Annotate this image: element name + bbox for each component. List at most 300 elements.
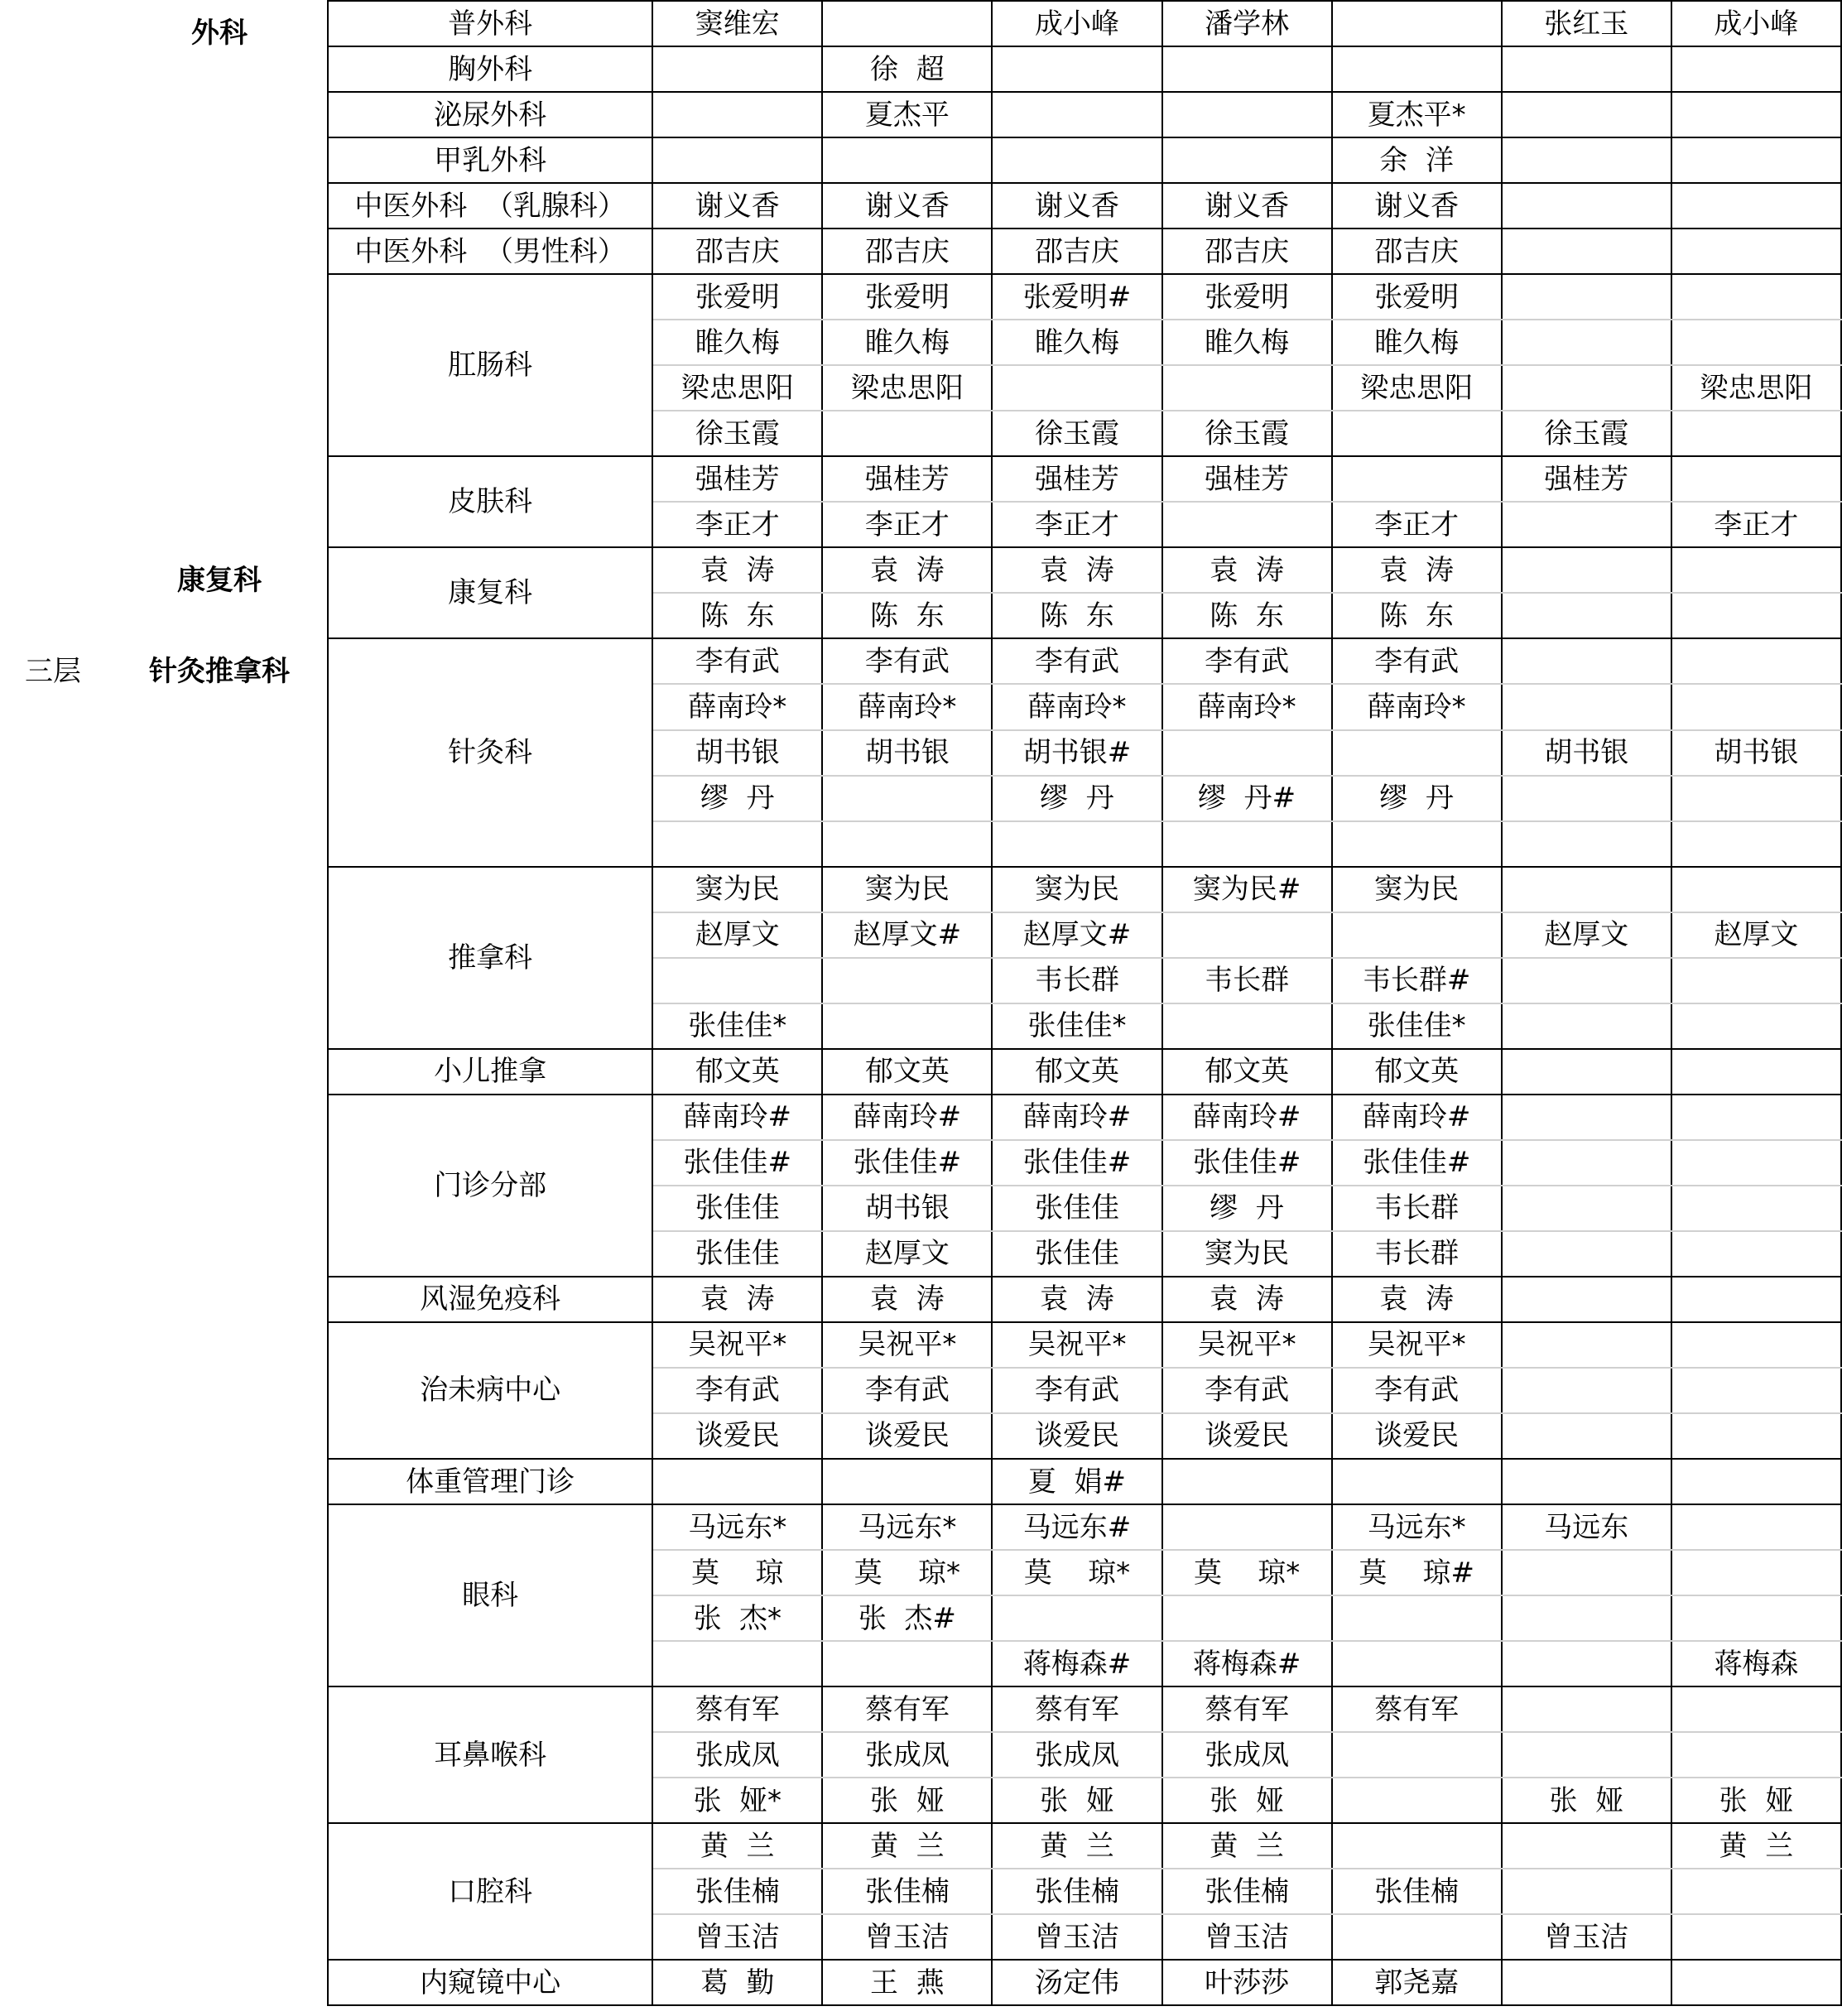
doctor-cell: 徐玉霞 [992,411,1161,456]
doctor-cell: 梁忠思阳 [1332,365,1502,411]
doctor-cell: 睢久梅 [1332,320,1502,365]
doctor-cell [822,411,992,456]
doctor-cell: 缪 丹 [992,776,1161,821]
department-name: 门诊分部 [328,1095,652,1277]
doctor-cell: 李有武 [822,638,992,684]
doctor-cell [652,1459,822,1504]
doctor-cell: 薛南玲* [652,684,822,729]
doctor-cell: 张佳楠 [1332,1869,1502,1914]
doctor-cell: 李有武 [1162,1368,1332,1413]
department-name: 胸外科 [328,46,652,92]
doctor-cell [652,958,822,1003]
doctor-cell: 张 杰# [822,1595,992,1641]
doctor-cell: 蔡有军 [1162,1686,1332,1732]
doctor-cell: 张红玉 [1502,1,1671,46]
doctor-cell: 张 杰* [652,1595,822,1641]
doctor-cell [1502,1186,1671,1231]
schedule-row [328,1049,1841,1095]
doctor-cell: 梁忠思阳 [822,365,992,411]
doctor-cell [1671,46,1841,92]
doctor-cell: 张佳佳 [992,1231,1161,1277]
department-name: 口腔科 [328,1823,652,1960]
doctor-cell [1502,137,1671,183]
doctor-cell [1671,1003,1841,1049]
doctor-cell [1502,1322,1671,1368]
doctor-cell [992,137,1161,183]
department-name: 内窥镜中心 [328,1960,652,2005]
doctor-cell: 李正才 [1671,502,1841,547]
doctor-cell: 蔡有军 [652,1686,822,1732]
doctor-cell: 窦维宏 [652,1,822,46]
doctor-cell: 张爱明 [1162,274,1332,320]
doctor-cell: 吴祝平* [992,1322,1161,1368]
doctor-cell: 强桂芳 [992,456,1161,502]
doctor-cell [1671,1413,1841,1459]
doctor-cell: 马远东# [992,1504,1161,1550]
doctor-cell: 赵厚文 [1502,912,1671,958]
doctor-cell [1162,92,1332,137]
doctor-cell: 窦为民 [652,867,822,912]
doctor-cell: 蔡有军 [1332,1686,1502,1732]
doctor-cell: 张 娅 [1671,1778,1841,1823]
schedule-row [328,1,1841,46]
doctor-cell [1162,1595,1332,1641]
doctor-cell: 张佳佳# [652,1140,822,1186]
doctor-cell: 张爱明 [822,274,992,320]
doctor-cell [652,137,822,183]
doctor-cell: 张佳楠 [1162,1869,1332,1914]
doctor-cell: 余 洋 [1332,137,1502,183]
doctor-cell: 谢义香 [652,183,822,229]
doctor-cell: 邵吉庆 [822,229,992,274]
doctor-cell: 汤定伟 [992,1960,1161,2005]
doctor-cell: 莫 琼* [1162,1550,1332,1595]
doctor-cell [1502,867,1671,912]
doctor-cell: 夏杰平* [1332,92,1502,137]
doctor-cell: 张佳佳# [1332,1140,1502,1186]
doctor-cell [1502,229,1671,274]
doctor-cell: 张 娅* [652,1778,822,1823]
doctor-cell [1502,1550,1671,1595]
doctor-cell: 郁文英 [1162,1049,1332,1095]
doctor-cell: 胡书银 [652,730,822,776]
doctor-cell [1162,1459,1332,1504]
doctor-cell [1502,684,1671,729]
doctor-cell: 袁 涛 [992,547,1161,593]
doctor-cell [1502,1095,1671,1140]
doctor-cell: 张成凤 [992,1732,1161,1778]
doctor-cell: 曾玉洁 [652,1914,822,1960]
doctor-cell [1502,1231,1671,1277]
doctor-cell: 薛南玲# [992,1095,1161,1140]
doctor-cell: 薛南玲# [822,1095,992,1140]
doctor-cell [1671,684,1841,729]
department-name: 推拿科 [328,867,652,1049]
schedule-row [328,1277,1841,1322]
doctor-cell [1671,1186,1841,1231]
doctor-cell: 强桂芳 [822,456,992,502]
doctor-cell [1502,1641,1671,1686]
doctor-cell: 薛南玲* [992,684,1161,729]
doctor-cell: 窦为民 [1332,867,1502,912]
doctor-cell [1671,229,1841,274]
department-name: 康复科 [328,547,652,638]
doctor-cell: 缪 丹 [1332,776,1502,821]
doctor-cell: 蔡有军 [822,1686,992,1732]
doctor-cell: 睢久梅 [992,320,1161,365]
doctor-cell [1502,1003,1671,1049]
doctor-cell: 徐玉霞 [1162,411,1332,456]
doctor-cell [1332,821,1502,867]
doctor-cell: 陈 东 [822,593,992,638]
doctor-cell: 李有武 [1332,1368,1502,1413]
doctor-cell: 袁 涛 [1162,547,1332,593]
doctor-cell: 邵吉庆 [1332,229,1502,274]
doctor-cell: 韦长群 [1162,958,1332,1003]
floor-label: 三层 [25,655,81,688]
doctor-cell [1162,46,1332,92]
doctor-cell: 吴祝平* [822,1322,992,1368]
doctor-cell: 赵厚文 [822,1231,992,1277]
doctor-cell: 马远东* [1332,1504,1502,1550]
doctor-cell [1332,912,1502,958]
doctor-cell: 叶莎莎 [1162,1960,1332,2005]
doctor-cell: 李有武 [822,1368,992,1413]
doctor-cell: 黄 兰 [652,1823,822,1869]
doctor-cell: 张 娅 [1162,1778,1332,1823]
doctor-cell: 吴祝平* [1162,1322,1332,1368]
doctor-cell [1502,821,1671,867]
doctor-cell: 谢义香 [1332,183,1502,229]
doctor-cell [822,1003,992,1049]
doctor-cell [1502,1140,1671,1186]
doctor-cell: 薛南玲# [1162,1095,1332,1140]
doctor-cell: 黄 兰 [1671,1823,1841,1869]
schedule-row [328,867,1841,912]
schedule-row [328,183,1841,229]
doctor-cell: 袁 涛 [652,1277,822,1322]
department-name: 中医外科 （乳腺科） [328,183,652,229]
doctor-cell: 张佳佳# [992,1140,1161,1186]
schedule-table [327,0,1842,2006]
doctor-cell: 夏杰平 [822,92,992,137]
doctor-cell [992,46,1161,92]
doctor-cell: 莫 琼* [992,1550,1161,1595]
doctor-cell: 张爱明 [1332,274,1502,320]
doctor-cell: 袁 涛 [652,547,822,593]
doctor-cell [1332,1595,1502,1641]
doctor-cell [1671,456,1841,502]
doctor-cell: 黄 兰 [1162,1823,1332,1869]
doctor-cell: 谢义香 [992,183,1161,229]
doctor-cell: 陈 东 [1332,593,1502,638]
doctor-cell: 张佳佳# [822,1140,992,1186]
doctor-cell [1162,730,1332,776]
schedule-row [328,1459,1841,1504]
doctor-cell: 韦长群 [1332,1231,1502,1277]
doctor-cell: 莫 琼* [822,1550,992,1595]
doctor-cell: 胡书银 [822,730,992,776]
doctor-cell [1162,912,1332,958]
schedule-row [328,92,1841,137]
doctor-cell [1502,1049,1671,1095]
doctor-cell: 韦长群 [992,958,1161,1003]
department-name: 甲乳外科 [328,137,652,183]
doctor-cell: 张佳佳* [992,1003,1161,1049]
department-name: 肛肠科 [328,274,652,456]
doctor-cell: 谈爱民 [992,1413,1161,1459]
doctor-cell [1671,1095,1841,1140]
doctor-cell: 梁忠思阳 [652,365,822,411]
doctor-cell: 吴祝平* [652,1322,822,1368]
doctor-cell: 蒋梅森# [992,1641,1161,1686]
doctor-cell: 薛南玲# [652,1095,822,1140]
doctor-cell: 缪 丹 [1162,1186,1332,1231]
doctor-cell: 梁忠思阳 [1671,365,1841,411]
doctor-cell: 李有武 [992,638,1161,684]
doctor-cell [992,821,1161,867]
doctor-cell: 谈爱民 [1162,1413,1332,1459]
department-name: 眼科 [328,1504,652,1686]
doctor-cell [992,365,1161,411]
doctor-cell: 李正才 [1332,502,1502,547]
doctor-cell: 郁文英 [822,1049,992,1095]
doctor-cell: 谈爱民 [1332,1413,1502,1459]
doctor-cell: 张成凤 [822,1732,992,1778]
doctor-cell [1671,821,1841,867]
doctor-cell [1671,776,1841,821]
doctor-cell: 马远东* [822,1504,992,1550]
doctor-cell [992,1595,1161,1641]
doctor-cell [1502,547,1671,593]
doctor-cell: 强桂芳 [652,456,822,502]
doctor-cell: 缪 丹# [1162,776,1332,821]
doctor-cell: 胡书银# [992,730,1161,776]
doctor-cell: 王 燕 [822,1960,992,2005]
doctor-cell [822,821,992,867]
doctor-cell [1162,137,1332,183]
doctor-cell: 成小峰 [992,1,1161,46]
doctor-cell: 张佳佳# [1162,1140,1332,1186]
doctor-cell [1671,1686,1841,1732]
doctor-cell [1671,1914,1841,1960]
doctor-cell: 睢久梅 [1162,320,1332,365]
doctor-cell [1502,1368,1671,1413]
schedule-row [328,456,1841,502]
doctor-cell [1671,1504,1841,1550]
doctor-cell: 邵吉庆 [652,229,822,274]
doctor-cell [652,821,822,867]
schedule-row [328,274,1841,320]
doctor-cell [1502,183,1671,229]
department-name: 皮肤科 [328,456,652,547]
doctor-cell: 韦长群 [1332,1186,1502,1231]
doctor-cell [1332,730,1502,776]
doctor-cell [1502,1277,1671,1322]
doctor-cell: 胡书银 [1671,730,1841,776]
doctor-cell: 谢义香 [822,183,992,229]
schedule-row [328,638,1841,684]
doctor-cell: 邵吉庆 [992,229,1161,274]
doctor-cell [1671,1368,1841,1413]
doctor-cell [1502,638,1671,684]
department-name: 针灸科 [328,638,652,866]
doctor-cell: 张成凤 [652,1732,822,1778]
doctor-cell [1671,958,1841,1003]
doctor-cell: 莫 琼 [652,1550,822,1595]
doctor-cell: 强桂芳 [1162,456,1332,502]
doctor-cell: 赵厚文# [822,912,992,958]
doctor-cell: 张佳楠 [822,1869,992,1914]
doctor-cell [992,92,1161,137]
doctor-cell: 张佳佳 [992,1186,1161,1231]
doctor-cell [1671,411,1841,456]
doctor-cell: 薛南玲* [1332,684,1502,729]
department-name: 风湿免疫科 [328,1277,652,1322]
group-label-rehab: 康复科 [177,564,262,597]
doctor-cell [1671,1231,1841,1277]
doctor-cell: 陈 东 [992,593,1161,638]
doctor-cell [1502,1869,1671,1914]
doctor-cell [1671,1049,1841,1095]
doctor-cell: 赵厚文# [992,912,1161,958]
department-name: 治未病中心 [328,1322,652,1459]
schedule-row [328,1823,1841,1869]
doctor-cell [1671,92,1841,137]
doctor-cell: 莫 琼# [1332,1550,1502,1595]
doctor-cell [1162,1504,1332,1550]
doctor-cell [1502,593,1671,638]
doctor-cell: 张佳佳 [652,1231,822,1277]
doctor-cell [1502,1732,1671,1778]
doctor-cell: 蒋梅森# [1162,1641,1332,1686]
doctor-cell: 张 娅 [822,1778,992,1823]
doctor-cell [1332,1778,1502,1823]
doctor-cell [1332,1641,1502,1686]
doctor-cell: 袁 涛 [822,1277,992,1322]
doctor-cell [1502,1960,1671,2005]
doctor-cell: 徐玉霞 [652,411,822,456]
doctor-cell [1502,46,1671,92]
doctor-cell [1671,1732,1841,1778]
schedule-row [328,1095,1841,1140]
doctor-cell: 曾玉洁 [822,1914,992,1960]
doctor-cell: 睢久梅 [822,320,992,365]
group-label-acupuncture: 针灸推拿科 [149,655,290,688]
doctor-cell [1502,1823,1671,1869]
doctor-cell: 胡书银 [822,1186,992,1231]
doctor-cell [1332,1732,1502,1778]
doctor-cell: 郁文英 [1332,1049,1502,1095]
doctor-cell: 张爱明 [652,274,822,320]
doctor-cell [1671,547,1841,593]
doctor-cell: 胡书银 [1502,730,1671,776]
doctor-cell: 李有武 [652,1368,822,1413]
doctor-cell: 曾玉洁 [992,1914,1161,1960]
doctor-cell [1502,958,1671,1003]
department-name: 体重管理门诊 [328,1459,652,1504]
doctor-cell: 张佳佳 [652,1186,822,1231]
doctor-cell: 陈 东 [1162,593,1332,638]
group-label-surgery: 外科 [191,17,248,50]
doctor-cell [822,1641,992,1686]
department-name: 耳鼻喉科 [328,1686,652,1823]
schedule-row [328,1686,1841,1732]
doctor-cell: 郁文英 [652,1049,822,1095]
doctor-cell [1671,274,1841,320]
doctor-cell: 蔡有军 [992,1686,1161,1732]
doctor-cell: 葛 勤 [652,1960,822,2005]
doctor-cell [1502,92,1671,137]
doctor-cell [1671,320,1841,365]
doctor-cell: 袁 涛 [822,547,992,593]
doctor-cell: 韦长群# [1332,958,1502,1003]
doctor-cell [1671,1550,1841,1595]
doctor-cell [1332,1914,1502,1960]
doctor-cell: 李有武 [992,1368,1161,1413]
doctor-cell: 薛南玲* [1162,684,1332,729]
doctor-cell: 谈爱民 [822,1413,992,1459]
doctor-cell: 窦为民 [822,867,992,912]
doctor-cell [822,1,992,46]
doctor-cell [1502,1595,1671,1641]
schedule-row [328,1504,1841,1550]
doctor-cell [1162,1003,1332,1049]
doctor-cell: 潘学林 [1162,1,1332,46]
doctor-cell: 张佳楠 [652,1869,822,1914]
doctor-cell: 谈爱民 [652,1413,822,1459]
doctor-cell [1332,456,1502,502]
doctor-cell [1332,1459,1502,1504]
doctor-cell [1162,502,1332,547]
doctor-cell: 黄 兰 [822,1823,992,1869]
doctor-cell [1671,1322,1841,1368]
doctor-cell [1502,1686,1671,1732]
doctor-cell [1671,1277,1841,1322]
doctor-cell: 睢久梅 [652,320,822,365]
doctor-cell: 李正才 [822,502,992,547]
doctor-cell: 李有武 [1162,638,1332,684]
doctor-cell [652,46,822,92]
doctor-cell: 邵吉庆 [1162,229,1332,274]
doctor-cell [1332,1823,1502,1869]
doctor-cell: 徐玉霞 [1502,411,1671,456]
doctor-cell: 张爱明# [992,274,1161,320]
doctor-cell: 赵厚文 [1671,912,1841,958]
doctor-cell: 袁 涛 [1162,1277,1332,1322]
doctor-cell: 夏 娟# [992,1459,1161,1504]
doctor-cell: 张佳佳* [652,1003,822,1049]
doctor-cell: 薛南玲* [822,684,992,729]
doctor-cell: 李正才 [652,502,822,547]
doctor-cell: 窦为民 [1162,1231,1332,1277]
doctor-cell [822,958,992,1003]
department-name: 普外科 [328,1,652,46]
doctor-cell [822,137,992,183]
schedule-row [328,1960,1841,2005]
doctor-cell: 谢义香 [1162,183,1332,229]
schedule-row [328,229,1841,274]
doctor-cell: 窦为民 [992,867,1161,912]
doctor-cell: 徐 超 [822,46,992,92]
doctor-cell: 袁 涛 [1332,547,1502,593]
doctor-cell: 李有武 [1332,638,1502,684]
doctor-cell [1502,1459,1671,1504]
doctor-cell [1671,183,1841,229]
doctor-cell [822,1459,992,1504]
doctor-cell: 张 娅 [1502,1778,1671,1823]
doctor-cell [1162,821,1332,867]
